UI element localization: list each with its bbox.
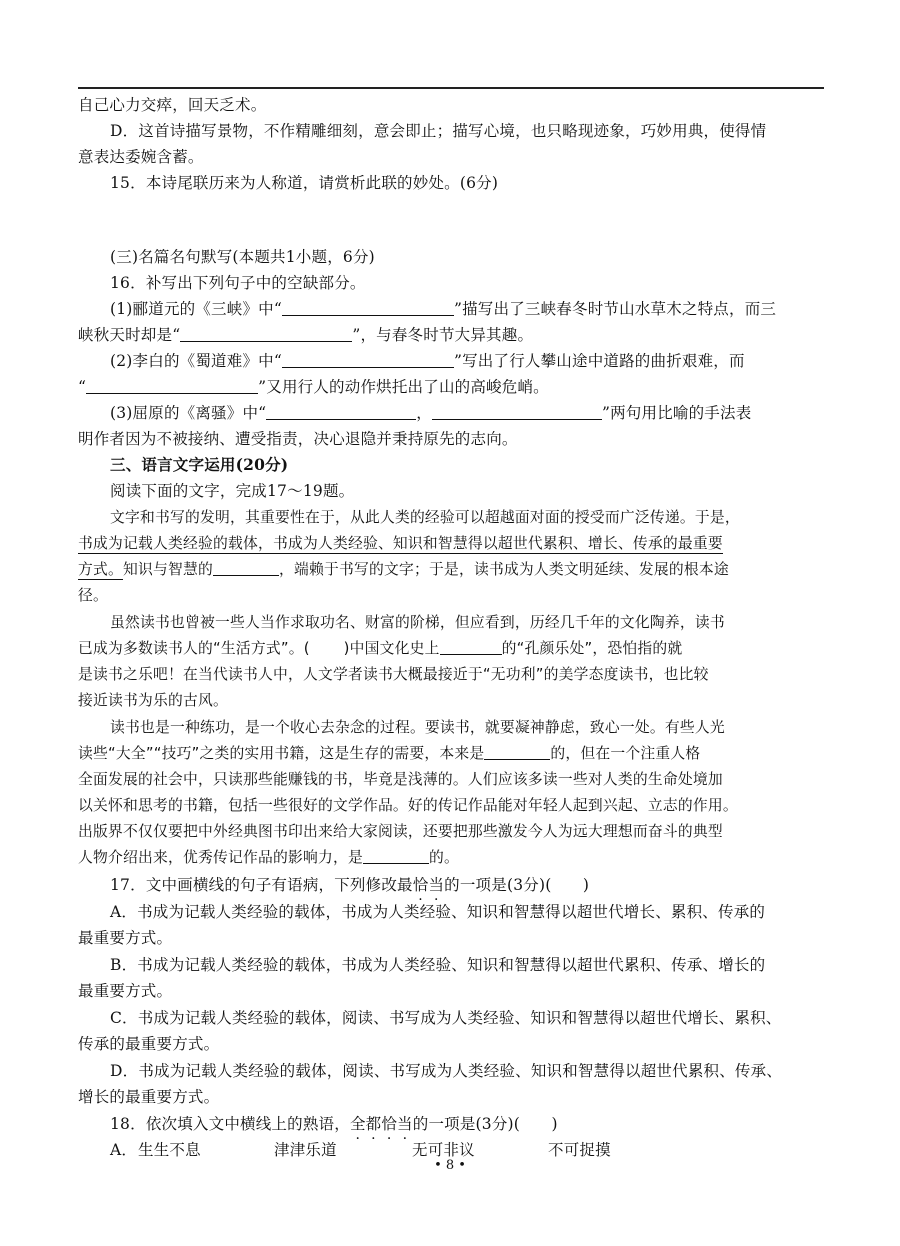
emphasis-char: 当	[397, 1115, 413, 1133]
passage-line: 虽然读书也曾被一些人当作求取功名、财富的阶梯，但应看到，历经几千年的文化陶养，读书	[110, 614, 725, 631]
text-span: 的“孔颜乐处”，恐怕指的就	[501, 640, 683, 657]
text-span: ，	[416, 404, 432, 422]
option-17-a-cont: 最重要方式。	[78, 929, 173, 947]
text-span: ”，与春冬时节大异其趣。	[352, 326, 534, 344]
text-span: 17．文中画横线的句子有语病，下列修改最	[110, 876, 413, 894]
reading-instruction: 阅读下面的文字，完成17～19题。	[110, 482, 355, 500]
emphasis-char: 当	[428, 876, 445, 894]
text-line: 自己心力交瘁，回天乏术。	[78, 96, 267, 114]
option-17-b[interactable]: B．书成为记载人类经验的载体，书成为人类经验、知识和智慧得以超世代累积、传承、增长的	[110, 956, 766, 974]
option-label: A．	[110, 1141, 138, 1159]
text-span: (1)郦道元的《三峡》中“	[110, 300, 282, 318]
fill-blank[interactable]	[213, 559, 279, 576]
underlined-sentence: 方式。	[78, 561, 123, 578]
option-17-d[interactable]: D．书成为记载人类经验的载体，阅读、书写成为人类经验、知识和智慧得以超世代累积、传承、	[110, 1062, 783, 1080]
idiom: 生生不息	[138, 1141, 201, 1159]
idiom: 津津乐道	[274, 1141, 337, 1159]
q16-item-3	[110, 401, 751, 423]
passage-line: 是读书之乐吧！在当代读书人中，人文学者读书大概最接近于“无功利”的美学态度读书，也比较	[78, 666, 709, 683]
fill-blank[interactable]	[266, 403, 416, 420]
text-line: 意表达委婉含蓄。	[78, 148, 204, 166]
question-17	[110, 873, 589, 895]
text-span: )中国文化史上	[343, 640, 440, 657]
passage-line: 接近读书为乐的古风。	[78, 692, 228, 709]
passage-line	[78, 558, 729, 579]
text-span: 峡秋天时却是“	[78, 326, 181, 344]
q16-item-3-cont: 明作者因为不被接纳、遭受指责，决心退隐并秉持原先的志向。	[78, 430, 518, 448]
question-16: 16．补写出下列句子中的空缺部分。	[110, 274, 366, 292]
emphasis-char: 恰	[381, 1115, 398, 1133]
option-17-c[interactable]: C．书成为记载人类经验的载体，阅读、书写成为人类经验、知识和智慧得以超世代增长、累积、	[110, 1009, 782, 1027]
text-span: 知识与智慧的	[123, 561, 213, 578]
fill-blank[interactable]	[180, 325, 352, 342]
q16-item-1	[110, 297, 776, 319]
idiom: 无可非议	[412, 1141, 475, 1159]
fill-blank[interactable]	[440, 638, 502, 655]
passage-line: 全面发展的社会中，只读那些能赚钱的书，毕竟是浅薄的。人们应该多读一些对人类的生命处境加	[78, 771, 723, 788]
passage-line: 径。	[78, 587, 108, 604]
q16-item-2-cont	[78, 375, 549, 397]
option-d-line: D．这首诗描写景物，不作精雕细刻，意会即止；描写心境，也只略现迹象，巧妙用典，使得情	[110, 122, 767, 140]
passage-line	[78, 742, 700, 763]
question-18	[110, 1112, 558, 1134]
text-span: 的。	[428, 849, 459, 866]
text-span: ”描写出了三峡春冬时节山水草木之特点，而三	[453, 300, 777, 318]
section-heading-language: 三、语言文字运用(20分)	[110, 455, 289, 474]
text-span: 读些“大全”“技巧”之类的实用书籍，这是生存的需要，本来是	[78, 745, 485, 762]
fill-blank[interactable]	[86, 377, 258, 394]
section-heading-3: (三)名篇名句默写(本题共1小题，6分)	[110, 248, 375, 266]
passage-line: 读书也是一种练功，是一个收心去杂念的过程。要读书，就要凝神静虑，致心一处。有些人光	[110, 719, 725, 736]
q16-item-2	[110, 349, 745, 371]
passage-line: 文字和书写的发明，其重要性在于，从此人类的经验可以超越面对面的授受而广泛传递。于是，	[110, 509, 740, 526]
page-number: • 8 •	[434, 1158, 466, 1173]
text-span: 人物介绍出来，优秀传记作品的影响力，是	[78, 849, 363, 866]
fill-blank[interactable]	[363, 847, 429, 864]
underlined-sentence: 书成为记载人类经验的载体，书成为人类经验、知识和智慧得以超世代累积、增长、传承的最重要	[78, 535, 723, 552]
emphasis-char: 都	[365, 1115, 382, 1133]
q16-item-1-cont	[78, 323, 533, 345]
passage-line-underlined	[78, 532, 723, 553]
emphasis-char: 全	[349, 1115, 366, 1133]
text-span: 的一项是(3分)( )	[412, 1115, 558, 1133]
text-span: 的一项是(3分)( )	[444, 876, 590, 894]
passage-line	[78, 846, 459, 867]
question-15: 15．本诗尾联历来为人称道，请赏析此联的妙处。(6分)	[110, 174, 499, 192]
text-span: 已成为多数读书人的“生活方式”。(	[78, 640, 310, 657]
idiom: 不可捉摸	[548, 1141, 611, 1159]
text-span: (3)屈原的《离骚》中“	[110, 404, 267, 422]
text-span: “	[78, 378, 87, 396]
option-17-d-cont: 增长的最重要方式。	[78, 1088, 220, 1106]
option-17-c-cont: 传承的最重要方式。	[78, 1035, 220, 1053]
fill-blank[interactable]	[432, 403, 602, 420]
text-span: (2)李白的《蜀道难》中“	[110, 352, 282, 370]
fill-blank[interactable]	[282, 299, 454, 316]
passage-line: 以关怀和思考的书籍，包括一些很好的文学作品。好的传记作品能对年轻人起到兴起、立志的作用。	[78, 797, 738, 814]
passage-line	[78, 637, 682, 658]
text-span: ”又用行人的动作烘托出了山的高峻危峭。	[258, 378, 549, 396]
option-17-b-cont: 最重要方式。	[78, 982, 173, 1000]
fill-blank[interactable]	[282, 351, 454, 368]
option-18-a[interactable]	[110, 1138, 611, 1160]
text-span: 18．依次填入文中横线上的熟语，	[110, 1115, 350, 1133]
fill-blank[interactable]	[484, 743, 550, 760]
text-span: ，端赖于书写的文字；于是，读书成为人类文明延续、发展的根本途	[278, 561, 729, 578]
passage-line: 出版界不仅仅要把中外经典图书印出来给大家阅读，还要把那些激发今人为远大理想而奋斗的典型	[78, 823, 723, 840]
text-span: ”两句用比喻的手法表	[601, 404, 752, 422]
header-rule	[78, 87, 824, 89]
option-17-a[interactable]: A．书成为记载人类经验的载体，书成为人类经验、知识和智慧得以超世代增长、累积、传承的	[110, 903, 766, 921]
emphasis-char: 恰	[412, 876, 429, 894]
text-span: ”写出了行人攀山途中道路的曲折艰难，而	[453, 352, 745, 370]
text-span: 的，但在一个注重人格	[550, 745, 701, 762]
